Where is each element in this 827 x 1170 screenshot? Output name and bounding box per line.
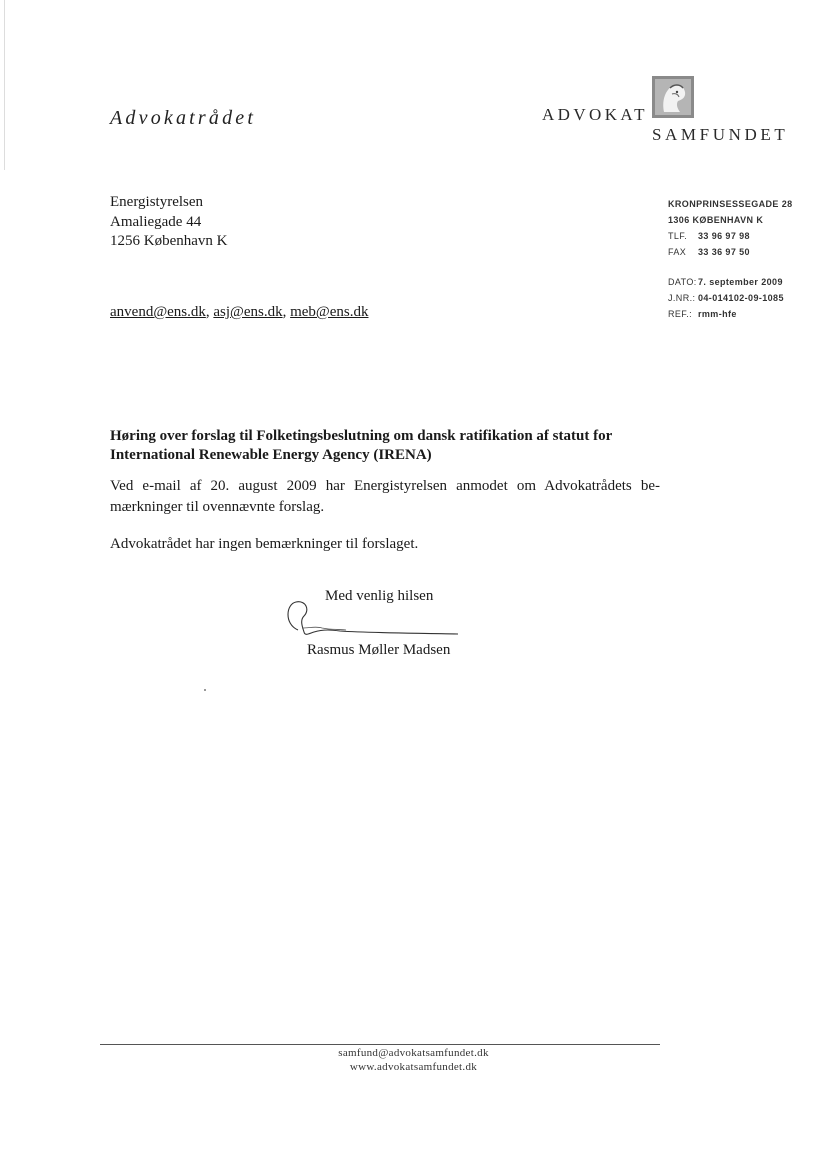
email-link[interactable]: meb@ens.dk xyxy=(290,304,369,320)
closing-salutation: Med venlig hilsen xyxy=(325,588,434,604)
letter-date: DATO:7. september 2009 xyxy=(668,277,783,287)
footer-email[interactable]: samfund@advokatsamfundet.dk xyxy=(338,1047,489,1059)
body-paragraph: Advokatrådet har ingen bemærkninger til forslaget. xyxy=(110,536,419,552)
recipient-emails xyxy=(110,304,369,321)
sender-phone: TLF. 33 96 97 98 xyxy=(668,231,750,241)
sender-city: 1306 KØBENHAVN K xyxy=(668,215,764,225)
sender-name: Advokatrådet xyxy=(110,107,257,129)
email-separator: , xyxy=(205,304,214,320)
logo-text-advokat: ADVOKAT xyxy=(542,105,648,124)
recipient-name: Energistyrelsen xyxy=(110,194,204,210)
logo-text-samfundet: SAMFUNDET xyxy=(652,125,789,144)
journal-number: J.NR.: 04-014102-09-1085 xyxy=(668,293,784,303)
scan-speck xyxy=(204,689,206,691)
email-separator: , xyxy=(282,304,291,320)
sender-street: KRONPRINSESSEGADE 28 xyxy=(668,199,793,209)
email-link[interactable]: anvend@ens.dk xyxy=(110,304,206,320)
scan-edge-mark xyxy=(4,0,5,170)
sender-fax: FAX 33 36 97 50 xyxy=(668,247,750,257)
footer-divider xyxy=(100,1044,660,1045)
body-paragraph: Ved e-mail af 20. august 2009 har Energistyrelsen anmodet om Advokatrådets be-mærkninger til ovennævnte forslag. xyxy=(110,478,660,515)
letter-subject: Høring over forslag til Folketingsbeslutning om dansk ratifikation af statut for International Renewable Energy Agency (IRENA) xyxy=(110,428,612,463)
recipient-address xyxy=(110,193,227,252)
recipient-street: Amaliegade 44 xyxy=(110,213,202,230)
reference: REF.: rmm-hfe xyxy=(668,309,737,319)
signatory-name: Rasmus Møller Madsen xyxy=(307,642,451,658)
footer-website[interactable]: www.advokatsamfundet.dk xyxy=(349,1061,478,1073)
email-link[interactable]: asj@ens.dk xyxy=(213,304,283,320)
recipient-city: 1256 København K xyxy=(110,233,228,249)
advokatsamfundet-logo-icon xyxy=(650,74,696,120)
